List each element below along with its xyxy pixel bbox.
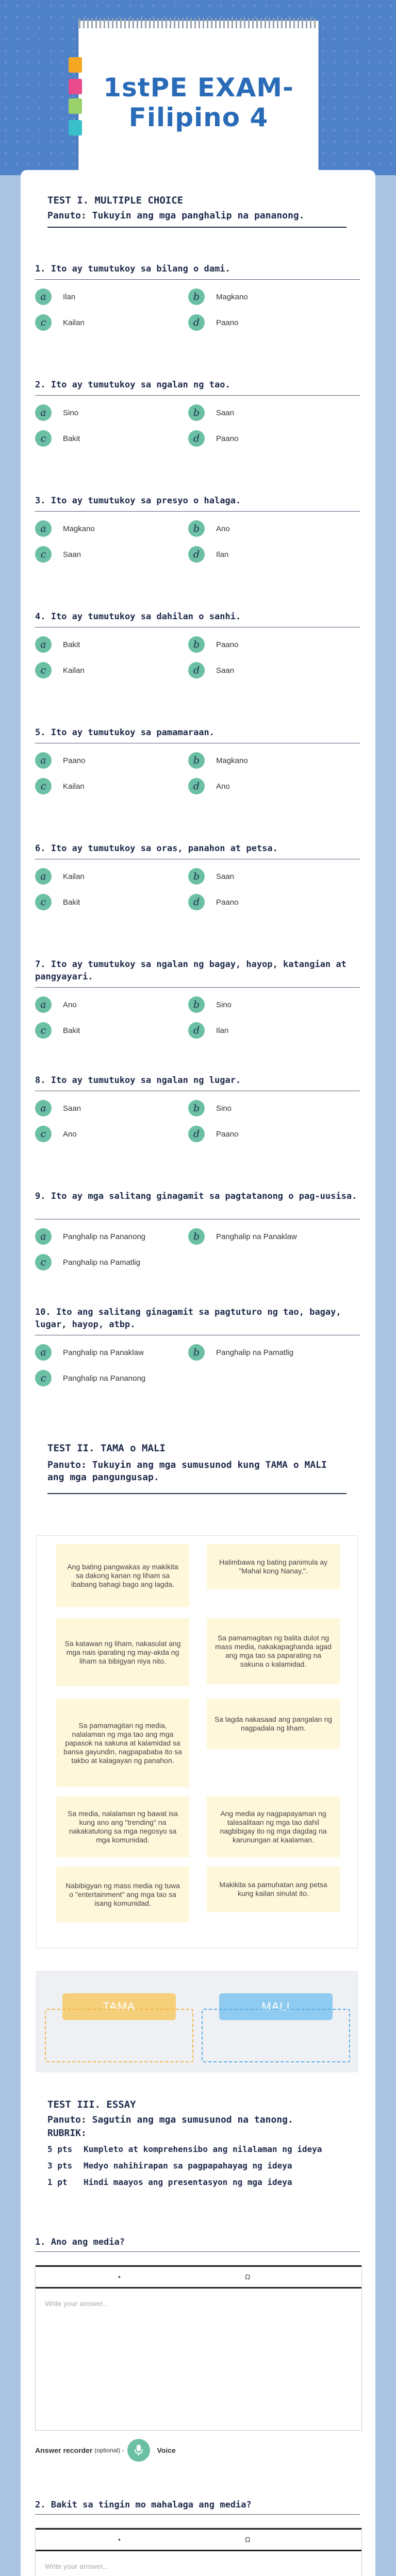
- option-letter-badge: b: [188, 752, 205, 769]
- page-title: 1stPE EXAM-Filipino 4: [103, 73, 294, 132]
- option-label: Sino: [216, 1104, 232, 1113]
- option-letter-badge: d: [188, 1022, 205, 1039]
- option-label: Panghalip na Pamatlig: [216, 1348, 294, 1357]
- option-label: Ano: [216, 782, 230, 791]
- answer-option[interactable]: [188, 404, 234, 421]
- option-label: Panghalip na Pananong: [63, 1374, 146, 1383]
- answer-option[interactable]: [35, 894, 80, 910]
- notebook-illustration: [78, 21, 319, 171]
- answer-option[interactable]: [35, 1228, 145, 1245]
- divider: [47, 227, 346, 228]
- answer-placeholder[interactable]: Write your answer...: [45, 2299, 109, 2308]
- test3-title: TEST III. ESSAY: [47, 2099, 136, 2110]
- option-letter-badge: b: [188, 1344, 205, 1361]
- answer-option[interactable]: [188, 546, 228, 563]
- option-letter-badge: c: [35, 662, 52, 679]
- question-divider: [35, 2514, 360, 2515]
- bullet-list-button[interactable]: •: [118, 2535, 121, 2544]
- answer-option[interactable]: [188, 662, 234, 679]
- test1-title: TEST I. MULTIPLE CHOICE: [47, 195, 184, 206]
- answer-option[interactable]: [188, 752, 248, 769]
- option-label: Bakit: [63, 1026, 80, 1035]
- option-letter-badge: d: [188, 894, 205, 910]
- option-label: Paano: [216, 434, 239, 443]
- option-label: Magkano: [216, 756, 248, 765]
- answer-option[interactable]: [35, 636, 80, 653]
- option-letter-badge: c: [35, 1022, 52, 1039]
- answer-option[interactable]: [188, 636, 238, 653]
- answer-option[interactable]: [35, 1100, 81, 1116]
- answer-option[interactable]: [188, 1228, 297, 1245]
- option-label: Sino: [63, 408, 79, 417]
- answer-option[interactable]: [35, 1126, 77, 1142]
- statement-card[interactable]: Sa pamamagitan ng media, nalalaman ng mga tao ang mga papasok na sakuna at kalamidad sa bansa gayundin, nagpapababa ito sa takbo at kalagayan ng panahon.: [56, 1699, 189, 1787]
- option-label: Bakit: [63, 897, 80, 907]
- statement-card[interactable]: Nabibigyan ng mass media ng tuwa o "entertainment" ang mga tao sa isang komunidad.: [56, 1867, 189, 1922]
- answer-option[interactable]: [188, 314, 238, 331]
- question-divider: [35, 511, 360, 512]
- voice-record-button[interactable]: [127, 2439, 150, 2462]
- option-label: Ilan: [63, 292, 76, 301]
- mali-dropzone[interactable]: [202, 1988, 350, 2066]
- essay-question: 2. Bakit sa tingin mo mahalaga ang media?: [35, 2500, 252, 2510]
- answer-recorder: [35, 2439, 176, 2462]
- option-label: Saan: [216, 666, 235, 675]
- answer-option[interactable]: [35, 404, 78, 421]
- rubric-row: 3 pts Medyo nahihirapan sa pagpapahayag ng ideya: [47, 2161, 292, 2171]
- recorder-optional: (optional) -: [94, 2447, 124, 2454]
- option-label: Saan: [216, 408, 235, 417]
- option-letter-badge: c: [35, 1126, 52, 1142]
- option-letter-badge: c: [35, 430, 52, 447]
- option-label: Ilan: [216, 550, 229, 559]
- test2-instruction: Panuto: Tukuyin ang mga sumusunod kung TAMA o MALI ang mga pangungusap.: [47, 1460, 327, 1483]
- question-divider: [35, 627, 360, 628]
- special-character-button[interactable]: Ω: [245, 2273, 251, 2281]
- question-divider: [35, 2251, 360, 2252]
- option-label: Ano: [216, 524, 230, 533]
- option-letter-badge: b: [188, 1228, 205, 1245]
- answer-option[interactable]: [35, 996, 77, 1013]
- bullet-list-button[interactable]: •: [118, 2273, 121, 2281]
- answer-option[interactable]: [35, 520, 95, 537]
- option-label: Magkano: [216, 292, 248, 301]
- option-label: Ano: [63, 1000, 77, 1009]
- question-text: 10. Ito ang salitang ginagamit sa pagtuturo ng tao, bagay, lugar, hayop, atbp.: [35, 1307, 341, 1330]
- statement-card[interactable]: Sa katawan ng liham, nakasulat ang mga nais iparating ng may-akda ng liham sa bibigyan niya nito.: [56, 1618, 189, 1686]
- option-letter-badge: b: [188, 520, 205, 537]
- option-letter-badge: d: [188, 546, 205, 563]
- answer-option[interactable]: [35, 1254, 140, 1270]
- mali-drop-target[interactable]: [202, 2009, 350, 2062]
- answer-option[interactable]: [35, 1344, 144, 1361]
- answer-option[interactable]: [35, 778, 85, 794]
- answer-option[interactable]: [188, 996, 232, 1013]
- option-letter-badge: a: [35, 289, 52, 305]
- option-label: Paano: [216, 318, 239, 327]
- option-label: Bakit: [63, 434, 80, 443]
- test2-title: TEST II. TAMA o MALI: [47, 1443, 166, 1454]
- option-label: Ano: [63, 1129, 77, 1139]
- option-letter-badge: c: [35, 546, 52, 563]
- option-letter-badge: a: [35, 868, 52, 885]
- answer-option[interactable]: [188, 894, 238, 910]
- option-letter-badge: c: [35, 1254, 52, 1270]
- answer-option[interactable]: [35, 1370, 145, 1386]
- answer-option[interactable]: [35, 752, 85, 769]
- test1-instruction: Panuto: Tukuyin ang mga panghalip na pananong.: [47, 210, 305, 221]
- answer-option[interactable]: [35, 289, 75, 305]
- statement-card[interactable]: Sa lagda nakasaad ang pangalan ng nagpadala ng liham.: [207, 1699, 340, 1749]
- recorder-label: Answer recorder: [35, 2446, 93, 2454]
- option-label: Paano: [63, 756, 86, 765]
- microphone-icon: [135, 2445, 143, 2456]
- answer-option[interactable]: [188, 1126, 238, 1142]
- option-letter-badge: c: [35, 894, 52, 910]
- mali-banner: MALI: [219, 1993, 333, 2020]
- question-divider: [35, 279, 360, 280]
- option-letter-badge: c: [35, 778, 52, 794]
- option-label: Ilan: [216, 1026, 229, 1035]
- option-letter-badge: a: [35, 636, 52, 653]
- divider: [47, 1493, 346, 1494]
- essay-answer-editor[interactable]: [35, 2528, 362, 2576]
- option-label: Panghalip na Panaklaw: [63, 1348, 144, 1357]
- answer-option[interactable]: [35, 546, 81, 563]
- option-letter-badge: c: [35, 314, 52, 331]
- question-text: 9. Ito ay mga salitang ginagamit sa pagtatanong o pag-uusisa.: [35, 1191, 357, 1201]
- question-divider: [35, 395, 360, 396]
- answer-option[interactable]: [35, 1022, 80, 1039]
- spiral-binding: [79, 18, 318, 28]
- option-letter-badge: a: [35, 996, 52, 1013]
- option-letter-badge: b: [188, 289, 205, 305]
- answer-option[interactable]: [35, 314, 85, 331]
- answer-option[interactable]: [188, 868, 234, 885]
- statement-card[interactable]: Makikita sa pamuhatan ang petsa kung kailan sinulat ito.: [207, 1867, 340, 1912]
- option-letter-badge: a: [35, 752, 52, 769]
- answer-option[interactable]: [188, 520, 230, 537]
- question-text: 3. Ito ay tumutukoy sa presyo o halaga.: [35, 496, 241, 506]
- option-letter-badge: a: [35, 1228, 52, 1245]
- option-letter-badge: a: [35, 520, 52, 537]
- option-label: Kailan: [63, 782, 85, 791]
- essay-answer-editor[interactable]: [35, 2265, 362, 2431]
- option-label: Magkano: [63, 524, 95, 533]
- voice-label: Voice: [157, 2446, 176, 2454]
- question-text: 1. Ito ay tumutukoy sa bilang o dami.: [35, 264, 230, 274]
- tama-drop-target[interactable]: [45, 2009, 193, 2062]
- statement-card[interactable]: Ang media ay nagpapayaman ng talasalitaan ng mga tao dahil nagbibigay ito ng mga dagdag na karunungan at kaalaman.: [207, 1797, 340, 1857]
- option-label: Paano: [216, 897, 239, 907]
- answer-option[interactable]: [35, 430, 80, 447]
- question-text: 5. Ito ay tumutukoy sa pamamaraan.: [35, 727, 214, 738]
- rubric-row: 1 pt Hindi maayos ang presentasyon ng mga ideya: [47, 2177, 292, 2187]
- worksheet-body: [21, 170, 375, 2576]
- option-letter-badge: b: [188, 404, 205, 421]
- answer-option[interactable]: [35, 868, 85, 885]
- option-label: Paano: [216, 640, 239, 649]
- option-letter-badge: a: [35, 1100, 52, 1116]
- option-letter-badge: b: [188, 996, 205, 1013]
- option-label: Paano: [216, 1129, 239, 1139]
- answer-option[interactable]: [188, 778, 230, 794]
- tama-dropzone[interactable]: [45, 1988, 193, 2066]
- essay-question: 1. Ano ang media?: [35, 2237, 125, 2247]
- answer-option[interactable]: [188, 1344, 293, 1361]
- option-label: Bakit: [63, 640, 80, 649]
- option-letter-badge: a: [35, 1344, 52, 1361]
- option-letter-badge: d: [188, 1126, 205, 1142]
- option-label: Saan: [216, 872, 235, 881]
- option-label: Saan: [63, 550, 81, 559]
- option-letter-badge: a: [35, 404, 52, 421]
- option-letter-badge: d: [188, 430, 205, 447]
- option-label: Sino: [216, 1000, 232, 1009]
- answer-option[interactable]: [188, 1022, 228, 1039]
- answer-placeholder[interactable]: Write your answer...: [45, 2562, 109, 2570]
- option-label: Kailan: [63, 666, 85, 675]
- question-text: 6. Ito ay tumutukoy sa oras, panahon at petsa.: [35, 843, 278, 854]
- option-label: Kailan: [63, 872, 85, 881]
- option-letter-badge: d: [188, 314, 205, 331]
- test3-instruction: Panuto: Sagutin ang mga sumusunod na tanong.: [47, 2114, 293, 2125]
- option-letter-badge: b: [188, 636, 205, 653]
- statement-card[interactable]: Ang bating pangwakas ay makikita sa dakong kanan ng liham sa ibabang bahagi bago ang lagda.: [56, 1544, 189, 1607]
- option-label: Saan: [63, 1104, 81, 1113]
- answer-option[interactable]: [188, 1100, 232, 1116]
- tama-banner: TAMA: [62, 1993, 176, 2020]
- answer-option[interactable]: [188, 289, 248, 305]
- rubric-row: 5 pts Kumpleto at komprehensibo ang nilalaman ng ideya: [47, 2144, 322, 2154]
- statement-card[interactable]: Sa media, nalalaman ng bawat isa kung ano ang "trending" na nakakatulong sa mga negosyo sa mga komunidad.: [56, 1797, 189, 1857]
- option-label: Panghalip na Pamatlig: [63, 1258, 141, 1267]
- drag-drop-area: [36, 1971, 358, 2072]
- statement-card[interactable]: Sa pamamagitan ng balita dulot ng mass media, nakakapaghanda agad ang mga tao sa paparating na sakuna o kalamidad.: [207, 1618, 340, 1684]
- option-label: Panghalip na Panaklaw: [216, 1232, 297, 1241]
- option-letter-badge: c: [35, 1370, 52, 1386]
- question-text: 8. Ito ay tumutukoy sa ngalan ng lugar.: [35, 1075, 241, 1086]
- option-label: Panghalip na Pananong: [63, 1232, 146, 1241]
- tab-marker: [69, 57, 82, 73]
- option-label: Kailan: [63, 318, 85, 327]
- question-text: 4. Ito ay tumutukoy sa dahilan o sanhi.: [35, 612, 241, 622]
- worksheet-header: [0, 0, 396, 175]
- answer-option[interactable]: [35, 662, 85, 679]
- question-divider: [35, 987, 360, 988]
- statement-cards-area: [36, 1535, 358, 1948]
- statement-card[interactable]: Halimbawa ng bating panimula ay "Mahal kong Nanay,".: [207, 1544, 340, 1589]
- option-letter-badge: d: [188, 778, 205, 794]
- question-text: 7. Ito ay tumutukoy sa ngalan ng bagay, hayop, katangian at pangyayari.: [35, 959, 346, 982]
- option-letter-badge: b: [188, 1100, 205, 1116]
- option-letter-badge: b: [188, 868, 205, 885]
- special-character-button[interactable]: Ω: [245, 2535, 251, 2544]
- answer-option[interactable]: [188, 430, 238, 447]
- option-letter-badge: d: [188, 662, 205, 679]
- rubric-title: RUBRIK:: [47, 2128, 87, 2139]
- question-text: 2. Ito ay tumutukoy sa ngalan ng tao.: [35, 380, 230, 390]
